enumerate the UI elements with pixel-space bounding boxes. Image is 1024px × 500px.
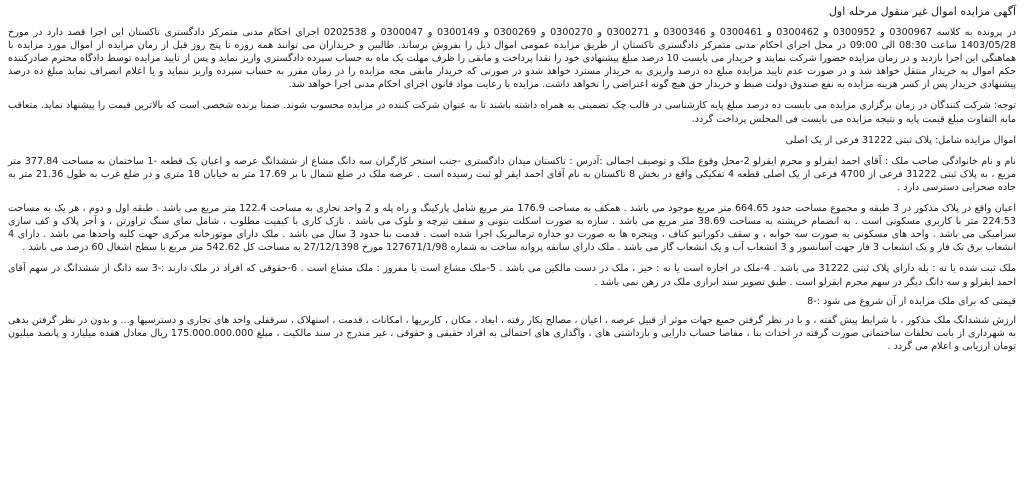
starting-price-heading: قیمتی که برای ملک مزایده از آن شروع می شود :-8 — [807, 295, 1016, 307]
note-paragraph: توجه: شرکت کنندگان در زمان برگزاری مزایده می بایست ده درصد مبلغ پایه کارشناسی در قالب چک تضمینی به همراه داشته باشند تا به عنوان شرکت کننده در مزایده محسوب شوند. ضمنا برنده شخصی است که بالاترین قیمت را پیشنهاد نماید. متعاقب مابه التفاوت مبلغ قیمت پایه و نتیجه مزایده می بایست فی المجلس پرداخت گردد. — [8, 100, 1016, 125]
valuation-paragraph: ارزش ششدانگ ملک مذکور ، با شرایط پیش گفته ، و با در نظر گرفتن جمیع جهات موثر از قبیل عرصه ، اعیان ، مصالح بکار رفته ، ابعاد ، مکان ، کاربریها ، امکانات ، قدمت ، استهلاک ، سرقفلی واحد های تجاری و دسترسیها و... و بدون در نظر گرفتن بدهی به شهرداری از بابت تخلفات ساختمانی صورت گرفته در احداث بنا ، مفاصا حساب دارایی و بازداشتی های ، واگذاری های احتمالی به افراد حقیقی و حقوقی ، غیر مندرج در سند مالکیت ، مبلغ 175.000.000.000 ریال معادل هفده میلیارد و پانصد میلیون تومان ارزیابی و اعلام می گردد . — [8, 314, 1016, 352]
building-description-paragraph: اعیان واقع در پلاک مذکور در 3 طبقه و مجموع مساحت حدود 664.65 متر مربع موجود می باشد . همکف به مساحت 176.9 متر مربع شامل پارکینگ و راه پله و 2 واحد تجاری به مساحت 122.4 متر مربع می باشد . طبقه اول و دوم ، هر یک به مساحت 224.53 متر با کاربری مسکونی است . به انضمام خرپشته به مساحت 38.69 متر مربع می باشد . سازه به صورت اسکلت بتونی و سقف تیرچه و بلوک می باشد . نازک کاری با کیفیت مطلوب ، شامل نمای سنگ تراورتن ، و آجر پلاک و کف سازی سرامیکی می باشد . واحد های مسکونی به صورت سه خوابه ، و سقف دکوراتیو کناف ، وپنجره ها به صورت دو جداره ترمالبریک اجرا شده است . قدمت بنا حدود 3 سال می باشد . ملک دارای موتورخانه مرکزی جهت کلیه واحدها می باشد . دارای 4 انشعاب برق تک فاز و یک انشعاب 3 فاز جهت آسانسور و 3 انشعاب آب و یک انشعاب گاز می باشد . ملک دارای سابقه پروانه ساخت به شماره 127671/1/98 مورخ 27/12/1398 به مساحت کل 542.62 متر مربع با سطح اشغال 60 درصد می باشد . — [8, 203, 1017, 254]
owner-location-paragraph: نام و نام خانوادگی صاحب ملک : آقای احمد ایقرلو و محرم ایقرلو 2-محل وقوع ملک و توصیف اجمالی :آدرس : تاکستان میدان دادگستری -جنب استخر کارگران سه دانگ مشاع از ششدانگ عرصه و اعیان یک قطعه -1 ساختمان به مساحت 377.84 متر مربع ، به پلاک ثبتی 31222 فرعی از 4700 فرعی از یک اصلی قطعه 4 تفکیکی واقع در بخش 8 تاکستان به نام آقای احمد ایقر لو ثبت رسیده است . عرصه ملک در ضلع شمال با بر 17.69 متر به خیابان 18 متری و در ضلع غرب به طول 21.36 متر به جاده صحرایی دسترسی دارد . — [8, 155, 1016, 193]
intro-paragraph: در پرونده به کلاسه 0300967 و 0300952 و 0300462 و 0300461 و 0300346 و 0300271 و 0300270 و 0300269 و 0300149 و 0300047 و 0202538 اجرای احکام مدنی متمرکز دادگستری تاکستان این اجرا قصد دارد در مورخ 1403/05/28 ساعت 08:30 الی 09:00 در محل اجرای احکام مدنی متمرکز دادگستری تاکستان از طریق مزایده عمومی اموال ذیل را بفروش برساند. طالبین و خریداران می توانند همه روزه تا پنج روز قبل از زمان مزایده از اموال مورد مزایده با هماهنگی این اجرا بازدید و در زمان مزایده حضورا شرکت نمایند و خریدار می بایست 10 درصد مبلغ پیشنهادی خود را نقدا پرداخت و مابقی را ظرف مهلت یک ماه به حساب سپرده دادگستری واریز نماید و پس از تایید مزایده توسط دادگاه محترم صادرکننده حکم اموال به خریدار منتقل خواهد شد و در صورت عدم تایید مزایده مبلغ ده درصد واریزی به خریدار مسترد خواهد شدو در صورتی که خریدار مابقی مجه مزایده را در زمان مقرر به حساب سپرده واریز ننماید و یا اعلام انصراف نماید مبلغ ده درصد پیشنهادی خریدار پس از کسر هزینه مزایده به نفع صندوق دولت ضبط و خریدار حق هیچ گونه اعتراضی را نخواهد داشت. مزایده با رعایت مواد قانون اجرای احکام مدنی اجرا خواهد شد. — [8, 27, 1017, 91]
notice-title: آگهی مزایده اموال غیر منقول مرحله اول — [828, 5, 1016, 18]
registration-paragraph: ملک ثبت شده یا نه : بله دارای پلاک ثبتی 31222 می باشد . 4-ملک در اجاره است یا نه : خیر ، ملک در دست مالکین می باشد . 5-ملک مشاع است یا مفروز : ملک مشاع است . 6-حقوقی که افراد در ملک دارند :-3 سه دانگ از ششدانگ در سهم آقای احمد ایقرلو و سه دانگ دیگر در سهم محرم ایقرلو است . طبق تصویر سند ابرازی ملک در رهن نمی باشد . — [8, 263, 1016, 288]
property-heading: اموال مزایده شامل: پلاک ثبتی 31222 فرعی از یک اصلی — [785, 134, 1016, 146]
